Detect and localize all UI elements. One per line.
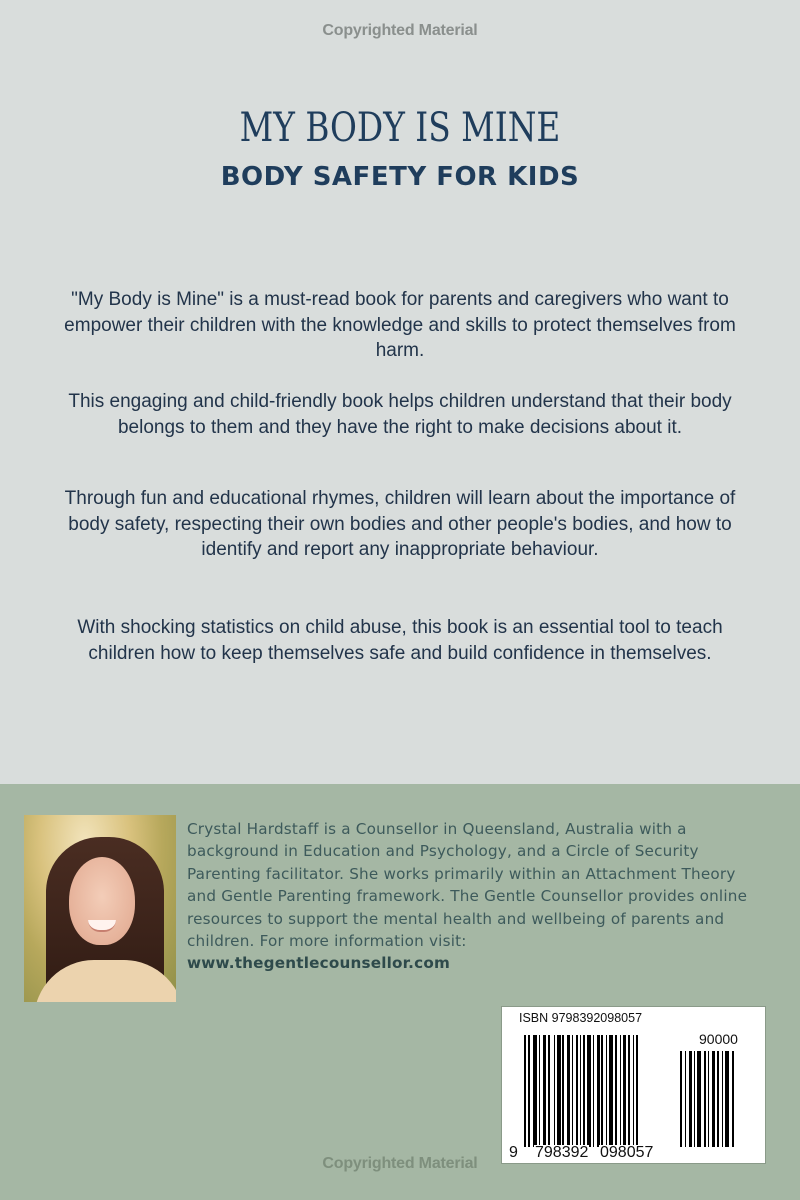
author-photo [24,815,176,1002]
barcode-digits-left: 798392 [535,1144,589,1161]
book-subtitle: BODY SAFETY FOR KIDS [220,162,580,192]
barcode-digit-first: 9 [509,1144,518,1161]
isbn-barcode [501,1006,766,1164]
book-title: MY BODY IS MINE [239,105,561,151]
author-website-link[interactable]: www.thegentlecounsellor.com [187,954,451,973]
author-bio [187,818,767,975]
barcode-addon-bars [680,1051,762,1147]
blurb-paragraph-4: With shocking statistics on child abuse, this book is an essential tool to teach children how to keep themselves safe and build confidence in themselves. [77,617,723,664]
blurb-paragraph-2: This engaging and child-friendly book helps children understand that their body belongs to them and they have the right to make decisions about it. [68,391,732,438]
copyright-watermark-bottom: Copyrighted Material [322,1155,478,1172]
blurb-paragraph-1: "My Body is Mine" is a must-read book for parents and caregivers who want to empower their children with the knowledge and skills to protect themselves from harm. [64,289,736,361]
barcode-main-bars [524,1035,667,1147]
author-bio-text: Crystal Hardstaff is a Counsellor in Queensland, Australia with a background in Education and Psychology, and a Circle of Security Parenting facilitator. She works primarily within an Attachment Theory and Gentle Parenting framework. The Gentle Counsellor provides online resources to support the mental health and wellbeing of parents and children. For more information visit: [187,820,748,951]
barcode-digits-right: 098057 [600,1144,654,1161]
copyright-watermark-top: Copyrighted Material [322,22,478,39]
barcode-addon-number: 90000 [699,1031,738,1047]
blurb-paragraph-3: Through fun and educational rhymes, children will learn about the importance of body safety, respecting their own bodies and other people's bodies, and how to identify and report any inappropriate behaviour. [64,488,736,560]
isbn-label: ISBN 9798392098057 [519,1011,643,1025]
